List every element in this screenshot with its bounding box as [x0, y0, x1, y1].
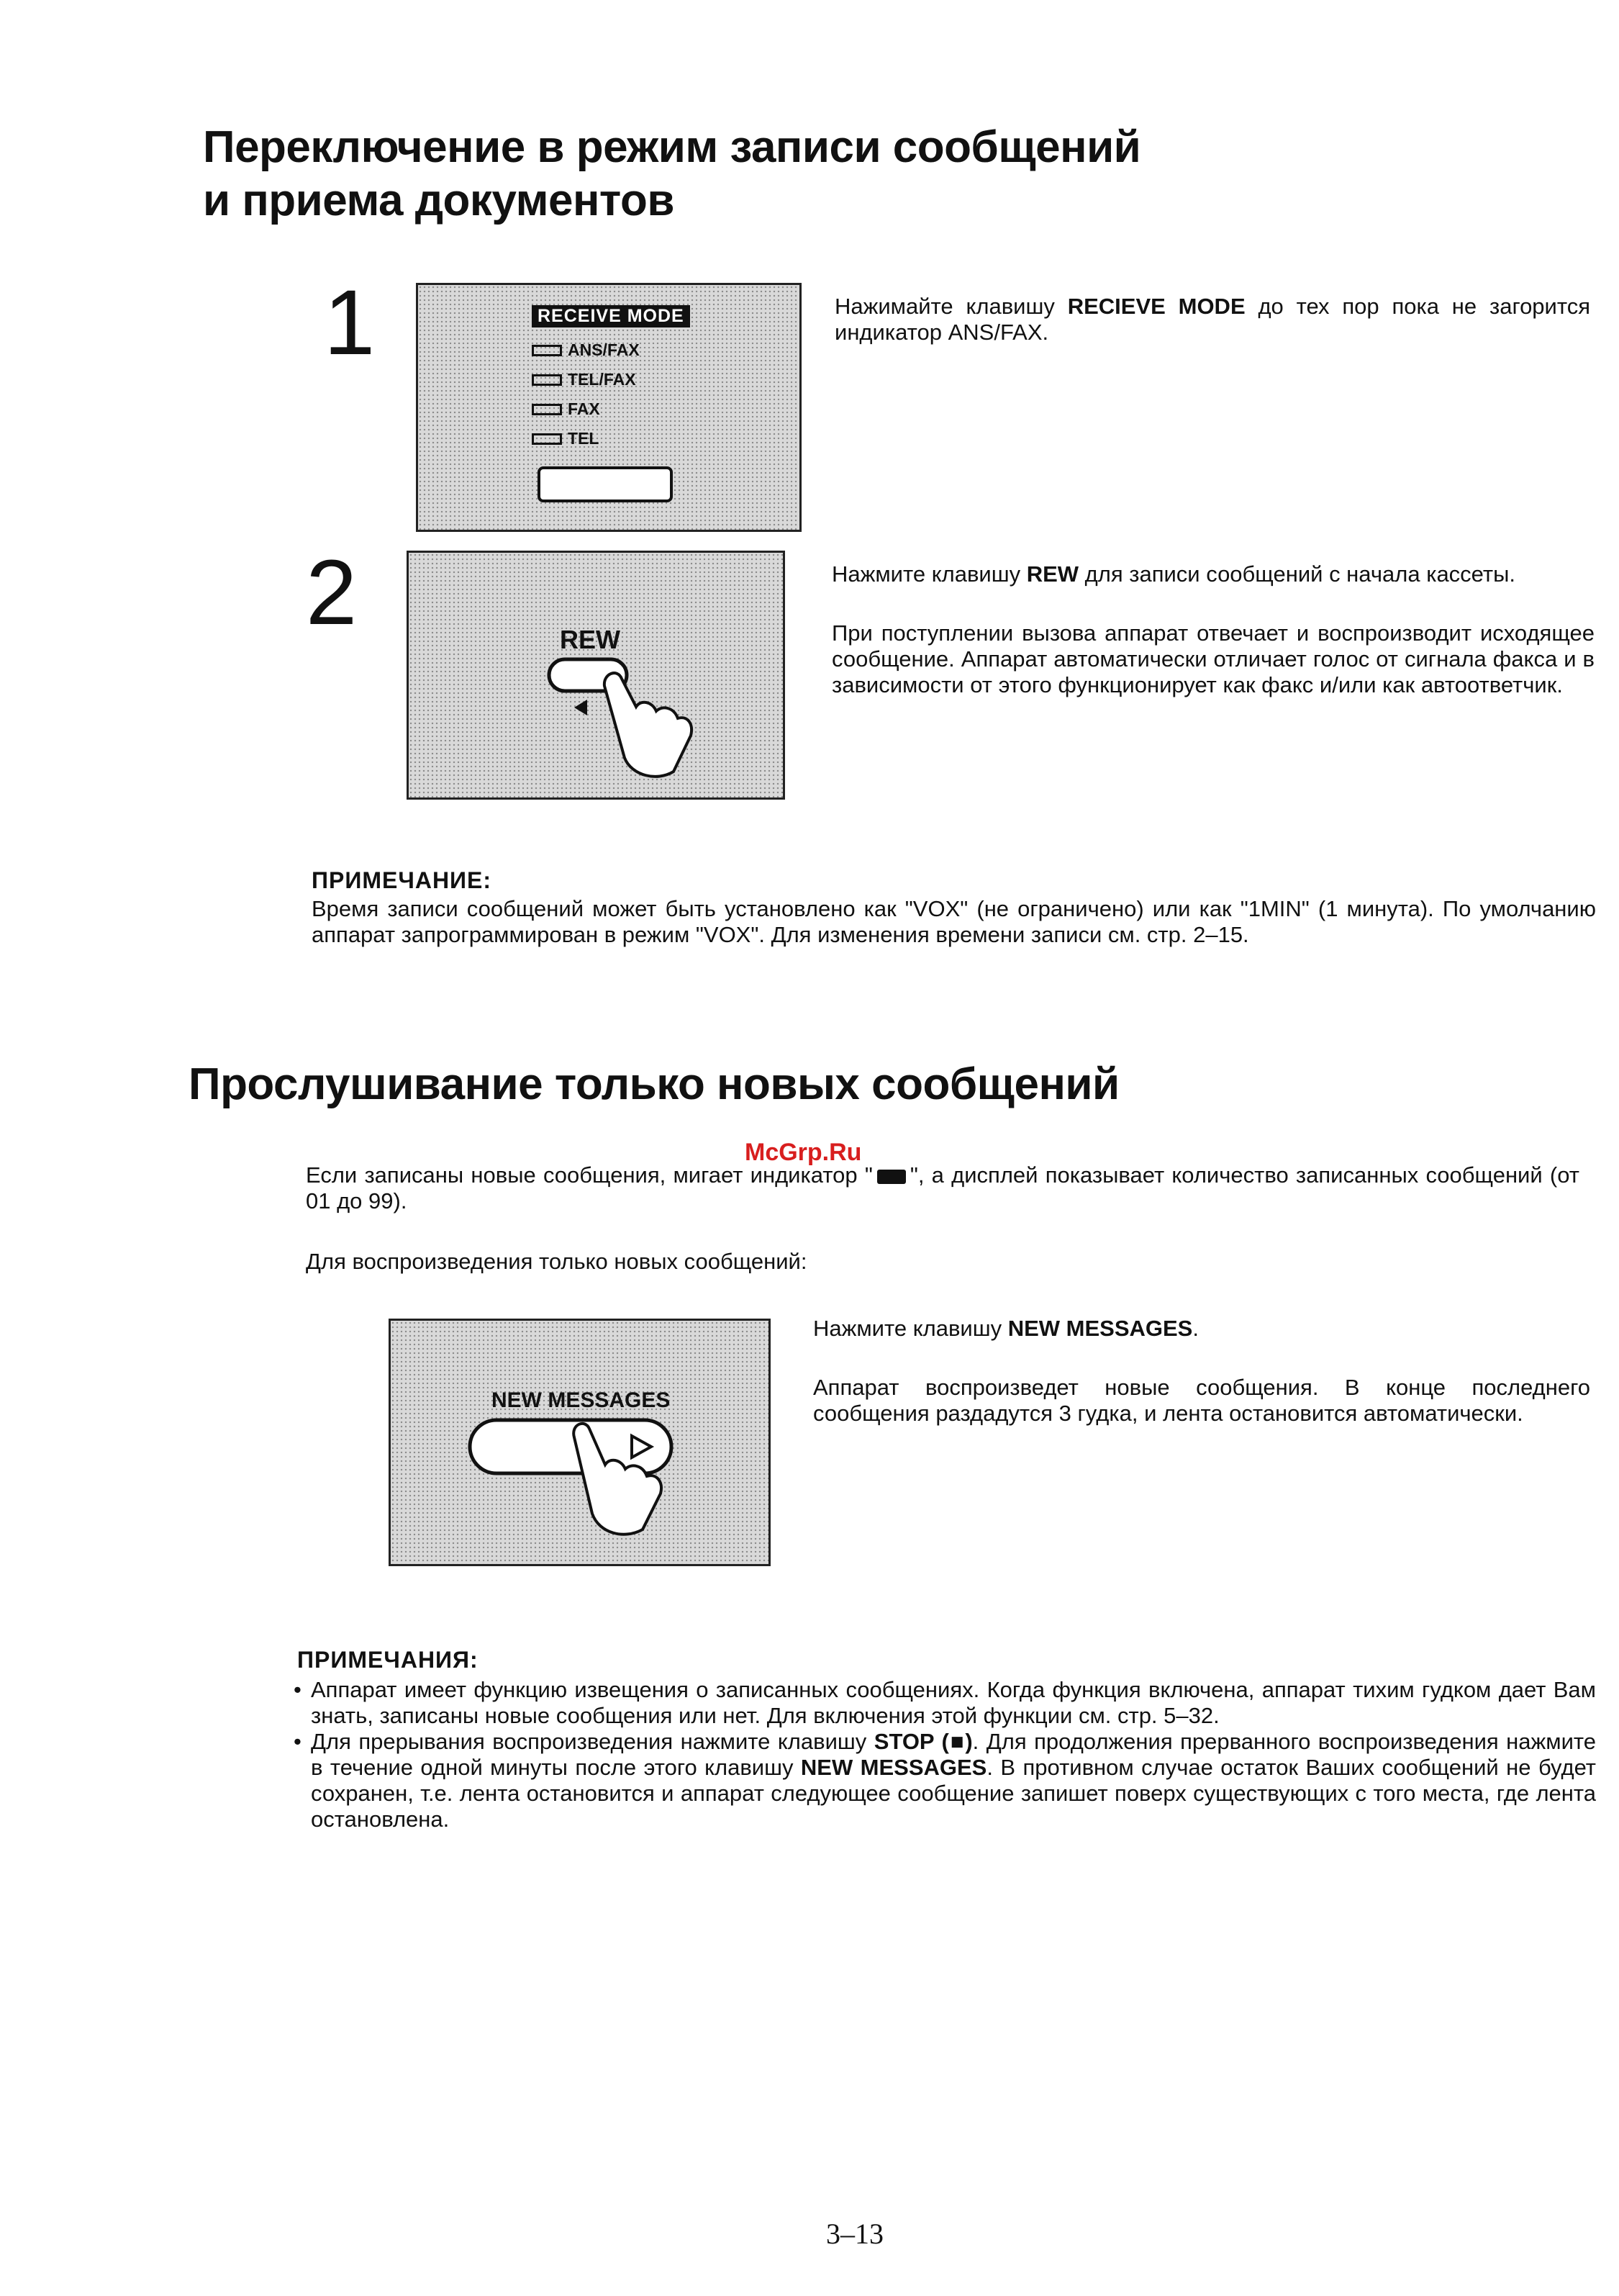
mode-indicator-ans-fax: ANS/FAX: [532, 335, 640, 365]
page-number: 3–13: [826, 2218, 884, 2250]
receive-mode-panel-title: RECEIVE MODE: [532, 305, 690, 327]
notes-list: [294, 1677, 1596, 1832]
section2-text2: Аппарат воспроизведет новые сообщения. В конце последнего сообщения раздадутся 3 гудка, и лента остановится автоматически.: [813, 1375, 1590, 1426]
receive-mode-panel: [416, 283, 802, 532]
section2-title: Прослушивание только новых сообщений: [189, 1059, 1120, 1109]
section1-title: [203, 121, 1498, 227]
step1-text: Нажимайте клавишу RECIEVE MODE до тех пор пока не загорится индикатор ANS/FAX.: [835, 294, 1591, 345]
note-heading: ПРИМЕЧАНИЕ:: [312, 867, 492, 893]
step2-text1: Нажмите клавишу REW для записи сообщений с начала кассеты.: [832, 561, 1515, 587]
finger-icon: [604, 673, 691, 777]
mode-indicator-list: [532, 335, 640, 453]
mode-indicator-tel: TEL: [532, 424, 640, 453]
new-message-indicator-icon: [877, 1170, 906, 1184]
note-item-1: • Аппарат имеет функцию извещения о записанных сообщениях. Когда функция включена, аппарат тихим гудком дает Вам знать, записаны новые сообщения или нет. Для включения этой функции см. стр. 5–32.: [294, 1677, 1596, 1729]
note-text: Время записи сообщений может быть установлено как "VOX" (не ограничено) или как "1MIN" (1 минута). По умолчанию аппарат запрограммирован в режим "VOX". Для изменения времени записи см. стр. 2–15.: [312, 896, 1596, 947]
step2-number: 2: [306, 541, 358, 644]
mode-indicator-fax: FAX: [532, 394, 640, 424]
note-item-2: • Для прерывания воспроизведения нажмите клавишу STOP (■). Для продолжения прерванного воспроизведения нажмите в течение одной минуты после этого клавишу NEW MESSAGES. В противном случае остаток Ваших сообщений не будет сохранен, т.е. лента остановится и аппарат следующее сообщение запишет поверх существующих с того места, где лента остановлена.: [294, 1729, 1596, 1832]
new-messages-panel: [389, 1319, 771, 1566]
rew-key-label: REW: [1026, 561, 1079, 587]
receive-mode-key-label: RECIEVE MODE: [1067, 294, 1246, 319]
notes-heading: ПРИМЕЧАНИЯ:: [297, 1647, 479, 1673]
step2-text2: При поступлении вызова аппарат отвечает и воспроизводит исходящее сообщение. Аппарат автоматически отличает голос от сигнала факса и в зависимости от этого функционирует как факс и/или как автоответчик.: [832, 620, 1595, 697]
step1-number: 1: [324, 271, 376, 374]
section1-title-line2: и приема документов: [203, 176, 674, 225]
section2-intro2: Для воспроизведения только новых сообщений:: [306, 1249, 807, 1274]
indicator-led-icon: [532, 345, 562, 356]
new-messages-key-label: NEW MESSAGES: [1007, 1316, 1193, 1341]
section2-text1: Нажмите клавишу NEW MESSAGES.: [813, 1316, 1199, 1341]
section1-title-line1: Переключение в режим записи сообщений: [203, 122, 1141, 172]
rew-button-label: REW: [560, 625, 620, 654]
receive-mode-key[interactable]: [538, 466, 673, 502]
rewind-arrow-icon: [574, 700, 587, 715]
new-messages-button-press-icon: [391, 1321, 768, 1564]
mode-indicator-tel-fax: TEL/FAX: [532, 365, 640, 394]
section2-intro: Если записаны новые сообщения, мигает индикатор " ", а дисплей показывает количество записанных сообщений (от 01 до 99).: [306, 1162, 1580, 1213]
new-messages-button-label: NEW MESSAGES: [491, 1388, 671, 1412]
watermark: McGrp.Ru: [745, 1139, 862, 1166]
indicator-led-icon: [532, 433, 562, 445]
indicator-led-icon: [532, 374, 562, 386]
indicator-led-icon: [532, 404, 562, 415]
rew-button-press-icon: [409, 553, 783, 797]
rew-panel: [407, 551, 785, 800]
